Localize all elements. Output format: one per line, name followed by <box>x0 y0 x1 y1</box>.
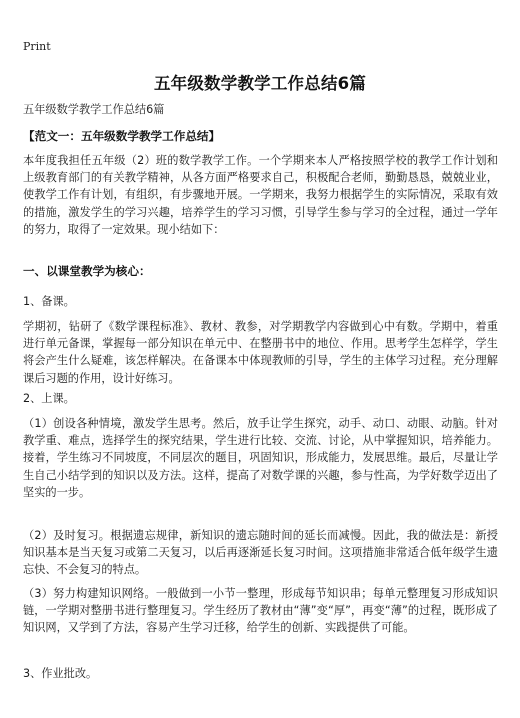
item-lesson-prep: 1、备课。 <box>23 295 75 308</box>
lesson-prep-paragraph: 学期初，钻研了《数学课程标准》、教材、教参，对学期教学内容做到心中有数。学期中，着重进行单元备课，掌握每一部分知识在单元中、在整册书中的地位、作用。思考学生怎样学，学生将会产生什么疑难，该怎样解决。在备课本中体现教师的引导，学生的主体学习过程。充分理解课后习题的作用，设计好练习。 <box>23 320 498 385</box>
item-homework: 3、作业批改。 <box>23 667 98 680</box>
section-heading: 【范文一：五年级数学教学工作总结】 <box>23 129 221 143</box>
teaching-paragraph-3: （3）努力构建知识网络。一般做到一小节一整理，形成每节知识串；每单元整理复习形成知识链，一学期对整册书进行整理复习。学生经历了教材由“薄”变“厚”，再变“薄”的过程，既形成了知识网，又学到了方法，容易产生学习迁移，给学生的创新、实践提供了可能。 <box>23 587 498 635</box>
teaching-paragraph-2: （2）及时复习。根据遗忘规律，新知识的遗忘随时间的延长而减慢。因此，我的做法是：新授知识基本是当天复习或第二天复习，以后再逐渐延长复习时间。这项措施非常适合低年级学生遗忘快、不会复习的特点。 <box>23 529 498 577</box>
page-title: 五年级数学教学工作总结6篇 <box>153 74 367 93</box>
heading-classroom-core: 一、以课堂教学为核心： <box>23 264 151 278</box>
intro-paragraph: 本年度我担任五年级（2）班的数学教学工作。一个学期来本人严格按照学校的教学工作计划和上级教育部门的有关教学精神，从各方面严格要求自己，积极配合老师，勤勤恳恳，兢兢业业，使教学工作有计划，有组织，有步骤地开展。一学期来，我努力根据学生的实际情况，采取有效的措施，激发学生的学习兴趣，培养学生的学习习惯，引导学生参与学习的全过程，通过一学年的努力，取得了一定效果。现小结如下： <box>23 154 498 236</box>
page-subtitle: 五年级数学教学工作总结6篇 <box>23 103 165 116</box>
print-label: Print <box>23 40 51 53</box>
item-teaching: 2、上课。 <box>23 392 75 405</box>
teaching-paragraph-1: （1）创设各种情境，激发学生思考。然后，放手让学生探究，动手、动口、动眼、动脑。针对教学重、难点，选择学生的探究结果，学生进行比较、交流、讨论，从中掌握知识，培养能力。接着，学生练习不同坡度，不同层次的题目，巩固知识，形成能力，发展思维。最后，尽量让学生自己小结学到的知识以及方法。这样，提高了对数学课的兴趣，参与性高，为学好数学迈出了坚实的一步。 <box>23 417 498 499</box>
